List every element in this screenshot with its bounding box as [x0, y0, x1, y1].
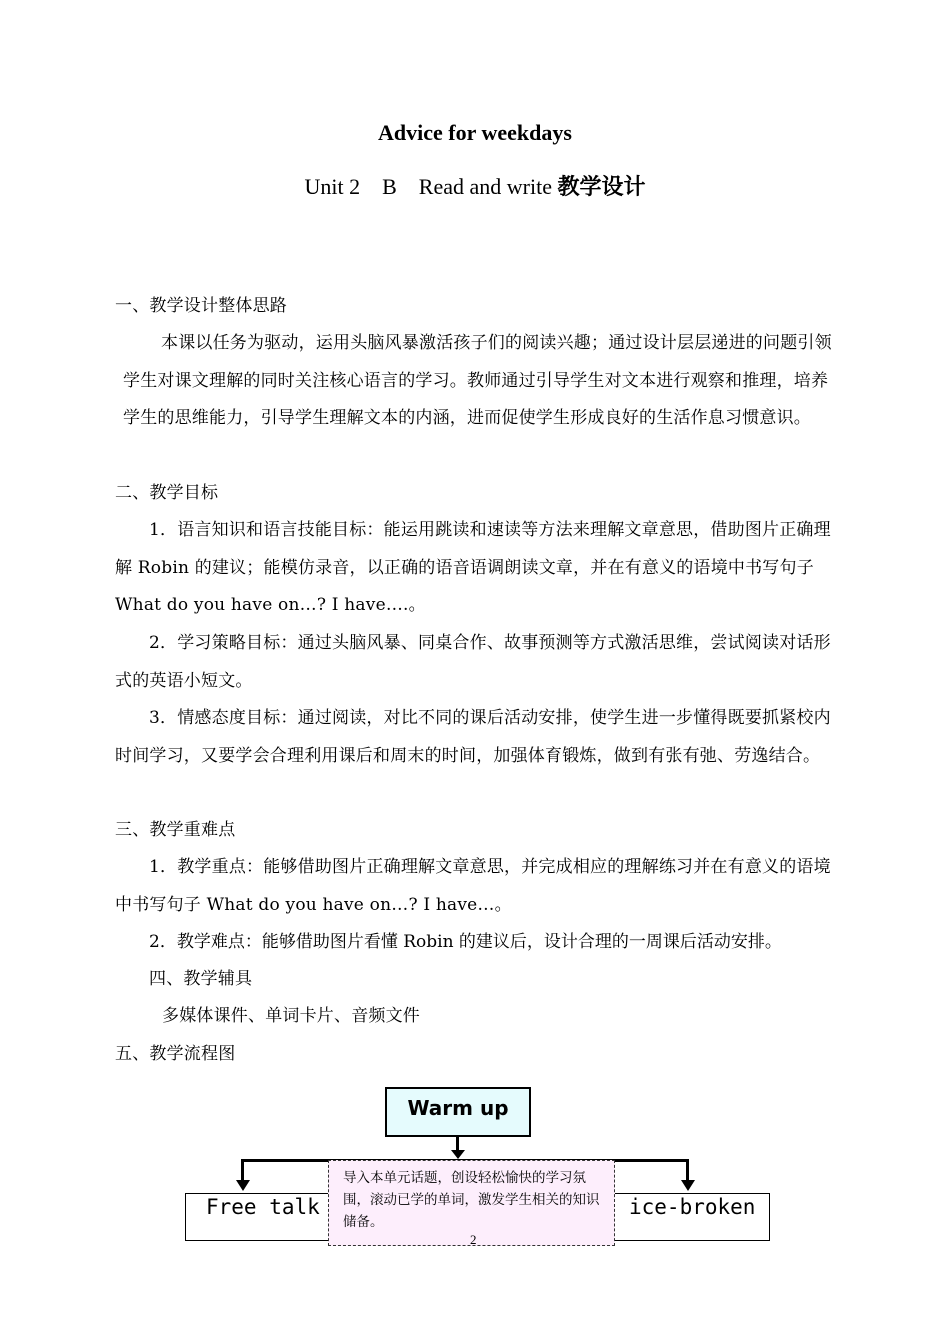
arrow-down-icon: [681, 1180, 695, 1191]
ice-broken-box: ice-broken: [614, 1193, 770, 1241]
section-1-heading: 一、教学设计整体思路: [115, 296, 287, 316]
objective-attitude: 3．情感态度目标：通过阅读，对比不同的课后活动安排，使学生进一步懂得既要抓紧校内时间学习，又要学会合理利用课后和周末的时间，加强体育锻炼，做到有张有弛、劳逸结合。: [115, 708, 831, 766]
free-talk-box: Free talk: [185, 1193, 333, 1241]
arrow-down-icon: [236, 1180, 250, 1191]
section-4-heading: 四、教学辅具: [149, 969, 253, 989]
key-point: 1．教学重点：能够借助图片正确理解文章意思，并完成相应的理解练习并在有意义的语境中书写句子 What do you have on…? I have…。: [115, 857, 831, 915]
page-number: 2: [470, 1232, 477, 1247]
section-3-heading: 三、教学重难点: [115, 820, 236, 840]
arrow-down-icon: [451, 1150, 465, 1159]
document-title: Advice for weekdays: [378, 120, 572, 145]
subtitle-english: Unit 2 B Read and write: [304, 174, 558, 199]
teaching-aids: 多媒体课件、单词卡片、音频文件: [162, 1006, 420, 1026]
flowchart-note: 导入本单元话题，创设轻松愉快的学习氛围，滚动已学的单词，激发学生相关的知识储备。: [328, 1160, 615, 1246]
objective-strategy: 2．学习策略目标：通过头脑风暴、同桌合作、故事预测等方式激活思维，尝试阅读对话形式的英语小短文。: [115, 633, 831, 691]
section-1-body: 本课以任务为驱动，运用头脑风暴激活孩子们的阅读兴趣；通过设计层层递进的问题引领学生对课文理解的同时关注核心语言的学习。教师通过引导学生对文本进行观察和推理，培养学生的思维能力，引导学生理解文本的内涵，进而促使学生形成良好的生活作息习惯意识。: [123, 333, 832, 428]
warm-up-box: Warm up: [385, 1087, 531, 1137]
document-subtitle: [0, 170, 950, 201]
difficult-point: 2．教学难点：能够借助图片看懂 Robin 的建议后，设计合理的一周课后活动安排。: [149, 932, 782, 952]
objective-language: 1．语言知识和语言技能目标：能运用跳读和速读等方法来理解文章意思，借助图片正确理解 Robin 的建议；能模仿录音，以正确的语音语调朗读文章，并在有意义的语境中书写句子 What do you have on…? I have….。: [115, 520, 831, 615]
subtitle-chinese: 教学设计: [557, 175, 646, 200]
section-2-heading: 二、教学目标: [115, 483, 219, 503]
section-5-heading: 五、教学流程图: [115, 1044, 236, 1064]
